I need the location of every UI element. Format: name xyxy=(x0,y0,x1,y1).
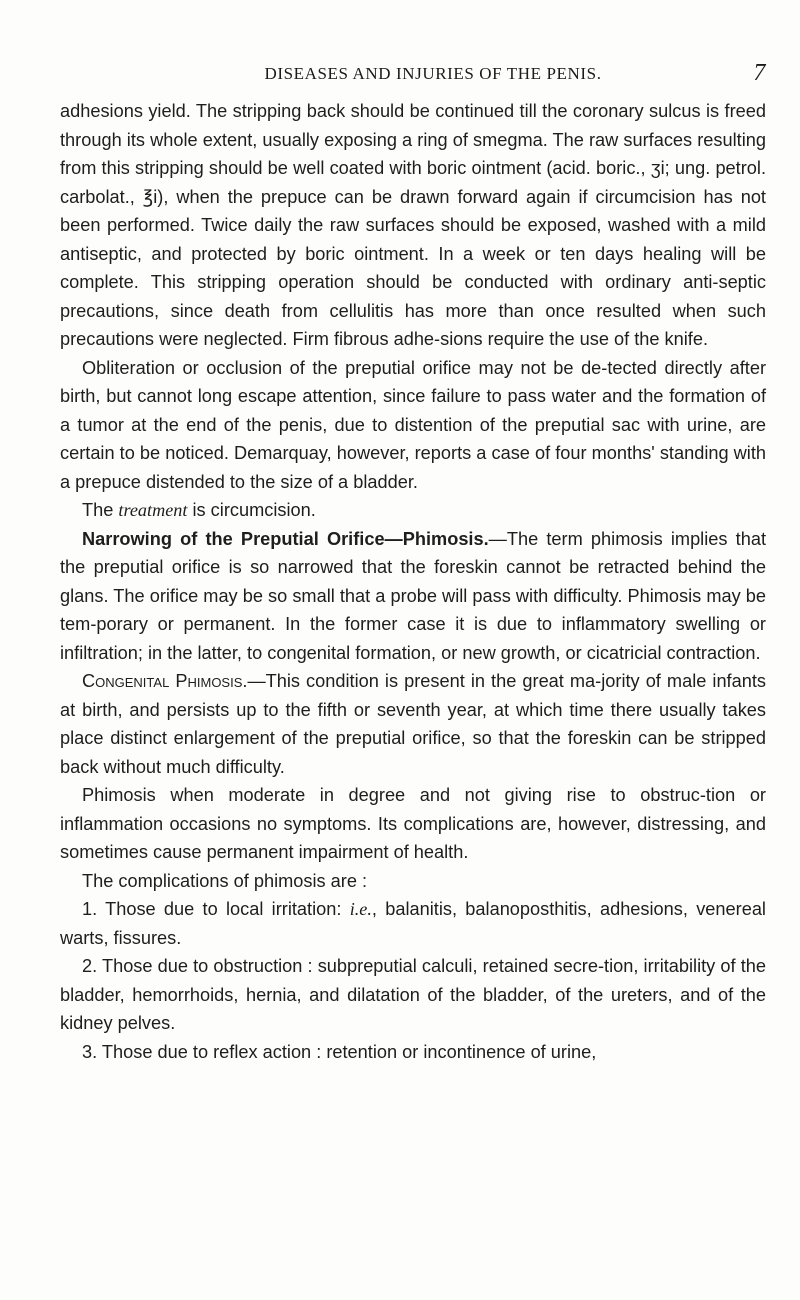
list-item-1 xyxy=(60,895,766,952)
paragraph-5 xyxy=(60,667,766,781)
paragraph-5-text: —This condition is present in the great ma-jority of male infants at birth, and persists up to the fifth or seventh year, at which time there usually takes place distinct enlargement of the preputial orifice, so that the foreskin can be stripped back without much difficulty. xyxy=(60,671,766,777)
page-header xyxy=(60,60,766,88)
subsection-heading-congenital: Congenital Phimosis. xyxy=(82,671,248,691)
paragraph-6: Phimosis when moderate in degree and not giving rise to obstruc-tion or inflammation occasions no symptoms. Its complications are, however, distressing, and sometimes cause permanent impairment of health. xyxy=(60,785,766,862)
running-title: DISEASES AND INJURIES OF THE PENIS. xyxy=(264,64,602,83)
paragraph-1: adhesions yield. The stripping back should be continued till the coronary sulcus is freed through its whole extent, usually exposing a ring of smegma. The raw surfaces resulting from this stripping should be well coated with boric ointment (acid. boric., ʒi; ung. petrol. carbolat., ℥i), when the prepuce can be drawn forward again if circumcision has not been performed. Twice daily the raw surfaces should be exposed, washed with a mild antiseptic, and protected by boric ointment. In a week or ten days healing will be complete. This stripping operation should be conducted with ordinary anti-septic precautions, since death from cellulitis has more than once resulted when such precautions were neglected. Firm fibrous adhe-sions require the use of the knife. xyxy=(60,101,766,349)
page-body xyxy=(60,97,766,1066)
paragraph-4-text: —The term phimosis implies that the preputial orifice is so narrowed that the foreskin cannot be retracted behind the glans. The orifice may be so small that a probe will pass with difficulty. Phimosis may be tem-porary or permanent. In the former case it is due to inflammatory swelling or infiltration; in the latter, to congenital formation, or new growth, or cicatricial contraction. xyxy=(60,528,766,663)
list-item-1-italic: i.e. xyxy=(349,899,372,919)
list-item-2: 2. Those due to obstruction : subpreputial calculi, retained secre-tion, irritability of the bladder, hemorrhoids, hernia, and dilatation of the bladder, of the ureters, and of the kidney pelves. xyxy=(60,956,766,1033)
paragraph-4 xyxy=(60,525,766,668)
section-heading-phimosis: Narrowing of the Preputial Orifice—Phimosis. xyxy=(82,528,489,549)
paragraph-2: Obliteration or occlusion of the preputial orifice may not be de-tected directly after birth, but cannot long escape attention, since failure to pass water and the formation of a tumor at the end of the penis, due to distention of the preputial sac with urine, are certain to be noticed. Demarquay, however, reports a case of four months' standing with a prepuce distended to the size of a bladder. xyxy=(60,357,766,492)
paragraph-3-italic: treatment xyxy=(118,500,188,520)
paragraph-3 xyxy=(60,496,766,525)
paragraph-7: The complications of phimosis are : xyxy=(82,870,368,891)
list-item-3: 3. Those due to reflex action : retention or incontinence of urine, xyxy=(82,1041,597,1062)
page-number: 7 xyxy=(753,60,766,86)
paragraph-3-text-a: The xyxy=(82,500,119,520)
list-item-1-text-b: , balanitis, balanoposthitis, adhesions, venereal warts, fissures. xyxy=(60,899,766,948)
paragraph-3-text-b: is circumcision. xyxy=(187,500,316,520)
list-item-1-text-a: 1. Those due to local irritation: xyxy=(82,899,350,919)
